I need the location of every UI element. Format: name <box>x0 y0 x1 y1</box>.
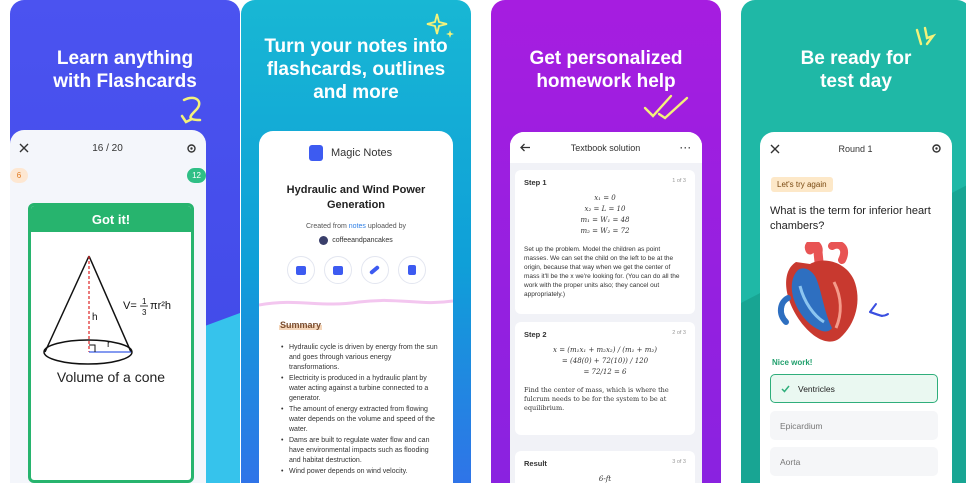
magic-notes-header <box>259 131 453 161</box>
step-label: Step 2 <box>524 330 547 339</box>
test-prep-panel <box>741 0 966 483</box>
formula-numerator: 1 <box>142 297 147 306</box>
phone-screen <box>760 132 952 483</box>
magic-notes-panel <box>241 0 471 483</box>
author[interactable] <box>259 236 453 245</box>
list-item: • The amount of energy extracted from flowing water depends on the volume and speed of the water. <box>281 405 441 435</box>
created-from-line <box>259 223 453 230</box>
close-icon[interactable] <box>19 143 29 153</box>
homework-help-panel <box>491 0 721 483</box>
screen-title: Textbook solution <box>570 142 641 153</box>
answer-option[interactable] <box>770 411 938 440</box>
step-progress: 1 of 3 <box>672 178 686 184</box>
panel-heading <box>10 47 240 93</box>
radius-label: r <box>107 339 111 350</box>
created-suffix: uploaded by <box>365 223 406 230</box>
avatar <box>319 236 328 245</box>
equation-block <box>524 345 686 378</box>
equation: x₁ = 0 <box>594 194 616 202</box>
heading-line: test day <box>820 71 892 92</box>
more-options-icon[interactable]: ··· <box>679 142 692 153</box>
settings-gear-icon[interactable] <box>186 143 197 154</box>
heading-line: Learn anything <box>56 48 194 69</box>
formula-denominator: 3 <box>142 308 147 317</box>
username: coffeeandpancakes <box>332 237 393 244</box>
document-icon <box>408 265 416 275</box>
formula-prefix: V= <box>123 300 137 312</box>
answer-label: Epicardium <box>780 420 823 431</box>
action-row <box>259 256 453 284</box>
heading-line: with Flashcards <box>53 71 197 92</box>
flashcard-topbar <box>10 130 206 166</box>
result-value: 6-ft <box>598 475 612 483</box>
heart-illustration <box>770 242 890 352</box>
solution-topbar <box>510 132 702 163</box>
step-progress: 3 of 3 <box>672 459 686 465</box>
heading-line: homework help <box>536 71 676 92</box>
list-icon <box>296 266 306 275</box>
step-label: Step 1 <box>524 178 547 187</box>
result-card <box>515 451 695 483</box>
equation: m₁ = W₁ = 48 <box>580 216 630 224</box>
list-item: • Dams are built to regulate water flow and can have environmental impacts such as flooding and habitat destruction. <box>281 436 441 466</box>
heading-line: Get personalized <box>529 48 683 69</box>
height-label: h <box>92 312 98 323</box>
phone-screen <box>510 132 702 483</box>
flashcards-button[interactable] <box>324 256 352 284</box>
app-name: Magic Notes <box>331 147 393 159</box>
phone-screen <box>259 131 453 483</box>
phone-screen <box>10 130 206 483</box>
back-arrow-icon[interactable] <box>520 143 531 152</box>
test-topbar <box>760 132 952 165</box>
equation: = (48(0) + 72(10)) / 120 <box>561 357 649 365</box>
edit-button[interactable] <box>361 256 389 284</box>
feedback-text: Nice work! <box>772 358 813 367</box>
panel-heading <box>741 47 966 93</box>
answer-label: Aorta <box>780 456 801 467</box>
heading-line: flashcards, outlines <box>266 59 446 80</box>
step-explanation: Find the center of mass, which is where the fulcrum needs to be for the system to be at equilibrium. <box>524 386 669 412</box>
step-label: Result <box>524 459 547 468</box>
summary-heading: Summary <box>280 320 322 330</box>
document-button[interactable] <box>398 256 426 284</box>
cone-diagram <box>31 232 191 392</box>
step-explanation: Set up the problem. Model the children as point masses. We can set the child on the left to be at the origin, because that way when we get the center of mass it'll be the x we're looking for. (You can do all the work with the proper units also; they cancel out appropriately.) <box>524 246 680 298</box>
panel-heading <box>491 47 721 93</box>
heading-line: Be ready for <box>800 48 912 69</box>
panel-heading <box>241 35 471 104</box>
list-item: • Wind power depends on wind velocity. <box>281 467 441 477</box>
doodle-arrow-icon <box>178 94 208 126</box>
step-1-card <box>515 170 695 314</box>
formula-tail: πr²h <box>150 300 172 312</box>
step-progress: 2 of 3 <box>672 330 686 336</box>
equation: m₂ = W₂ = 72 <box>580 227 630 235</box>
notes-link[interactable]: notes <box>348 223 366 230</box>
list-item: • Hydraulic cycle is driven by energy from the sun and goes through various energy transformations. <box>281 343 441 373</box>
step-header <box>524 178 686 187</box>
card-header: Got it! <box>31 206 191 232</box>
card-counter: 16 / 20 <box>92 142 123 154</box>
status-badge: Let's try again <box>771 177 833 192</box>
heading-line: and more <box>313 82 399 103</box>
equation: = 72/12 = 6 <box>583 368 627 376</box>
summary-list <box>281 343 441 477</box>
check-icon <box>781 385 790 393</box>
equation: x = (m₁x₁ + m₂x₂) / (m₁ + m₂) <box>553 346 657 354</box>
question-text: What is the term for inferior heart chambers? <box>770 205 931 232</box>
known-count: 12 <box>187 168 206 183</box>
card-caption: Volume of a cone <box>56 369 166 385</box>
exclamation-doodle-icon <box>913 26 939 50</box>
outline-button[interactable] <box>287 256 315 284</box>
heading-line: Turn your notes into <box>264 36 448 57</box>
step-2-card <box>515 322 695 435</box>
created-prefix: Created from <box>305 223 349 230</box>
settings-gear-icon[interactable] <box>931 143 942 154</box>
close-icon[interactable] <box>770 144 780 154</box>
still-learning-count: 6 <box>10 168 28 183</box>
document-title: Hydraulic and Wind Power Generation <box>286 184 426 211</box>
round-label: Round 1 <box>838 143 873 154</box>
answer-option-correct[interactable] <box>770 374 938 403</box>
step-header <box>524 330 686 339</box>
pencil-icon <box>369 265 380 275</box>
equation: x₂ = L = 10 <box>584 205 626 213</box>
list-item: • Electricity is produced in a hydraulic plant by water acting against a turbine connected to a generator. <box>281 374 441 404</box>
flashcard[interactable] <box>28 203 194 483</box>
answer-label: Ventricles <box>798 383 835 394</box>
step-header <box>524 459 686 468</box>
answer-option[interactable] <box>770 447 938 476</box>
checkmark-doodle-icon <box>641 92 705 122</box>
magic-notes-logo-icon <box>309 145 323 161</box>
wave-divider <box>259 296 453 310</box>
flashcards-panel <box>10 0 240 483</box>
cards-icon <box>333 266 343 275</box>
equation-block <box>524 193 686 237</box>
